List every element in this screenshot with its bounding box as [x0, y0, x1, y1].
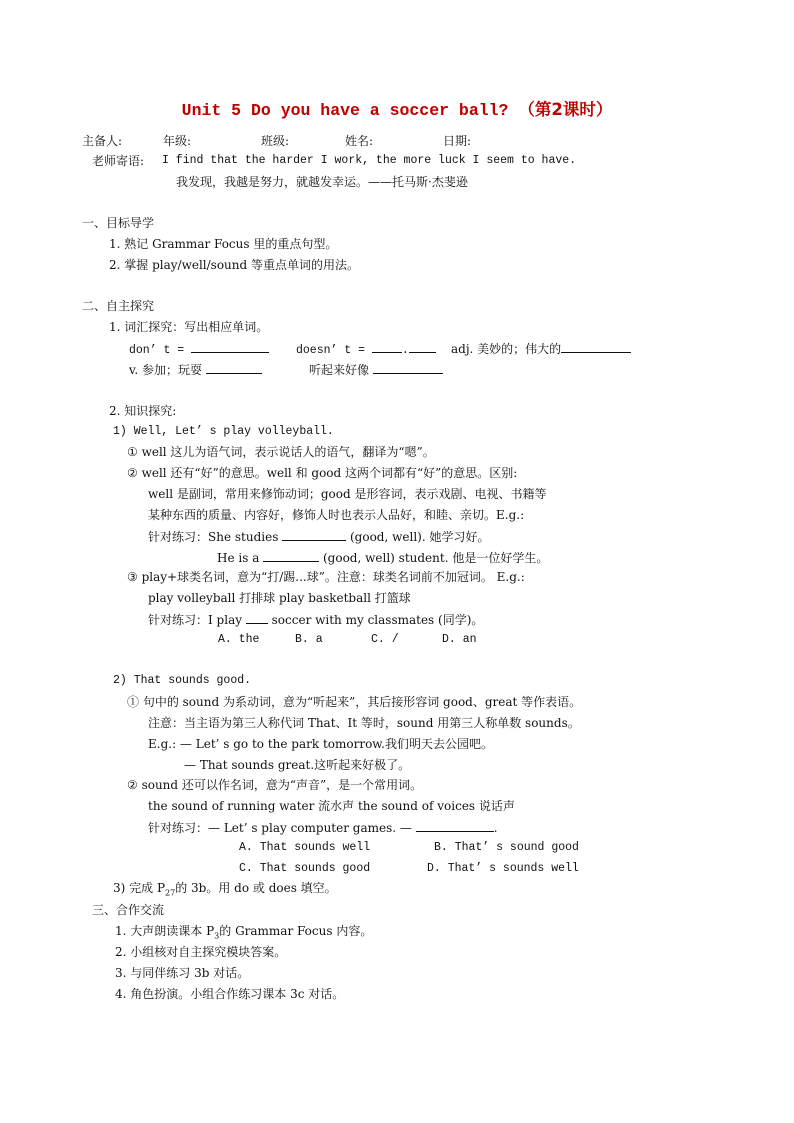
coop-item-3: 3. 与同伴练习 3b 对话。 — [115, 966, 250, 980]
blank-dont[interactable] — [191, 340, 269, 353]
title-main: Unit 5 Do you have a soccer ball? — [181, 101, 509, 120]
option-d: D. an — [442, 633, 477, 646]
point2-note1-b: 注意：当主语为第三人称代词 That、It 等时，sound 用第三人称单数 sounds。 — [148, 716, 580, 730]
page-title — [0, 99, 794, 122]
vocab-sound: 听起来好像 — [309, 361, 443, 378]
blank-studies[interactable] — [282, 528, 346, 541]
point2-note1: ① 句中的 sound 为系动词，意为“听起来”，其后接形容词 good、great 等作表语。 — [127, 695, 582, 709]
option-b: B. a — [295, 633, 323, 646]
blank-reply[interactable] — [416, 819, 494, 832]
field-name: 姓名: — [345, 134, 374, 148]
vocab-dont: don’ t = — [129, 340, 269, 359]
field-class: 班级: — [261, 134, 290, 148]
option2-b: B. That’ s sound good — [434, 841, 579, 854]
point3-task: 3) 完成 $P_{27}$的 3b。用 do 或 does 填空。 — [113, 881, 337, 898]
vocab-great: adj. 美妙的；伟大的 — [451, 340, 631, 357]
option2-d: D. That’ s sounds well — [427, 862, 579, 875]
point2-note2-b: the sound of running water 流水声 the sound of voices 说话声 — [148, 799, 515, 813]
option2-a: A. That sounds well — [239, 841, 371, 854]
field-grade: 年级: — [163, 134, 192, 148]
point1-note2-b: well 是副词，常用来修饰动词；good 是形容词，表示戏剧、电视、书籍等 — [148, 487, 547, 501]
exercise-play-soccer: 针对练习：I play soccer with my classmates (同学)。 — [148, 613, 484, 627]
point1-note3: ③ play+球类名词，意为“打/踢...球”。注意：球类名词前不加冠词。 E.g.: — [127, 570, 525, 584]
point1-note2-c: 某种东西的质量、内容好，修饰人时也表示人品好，和睦、亲切。E.g.: — [148, 508, 525, 522]
coop-item-2: 2. 小组核对自主探究模块答案。 — [115, 945, 287, 959]
exercise-student: He is a (good, well) student. 他是一位好学生。 — [217, 551, 549, 565]
knowledge-title: 2. 知识探究: — [109, 404, 177, 418]
vocab-title: 1. 词汇探究：写出相应单词。 — [109, 320, 269, 334]
field-preparer: 主备人: — [82, 134, 123, 148]
blank-student[interactable] — [263, 549, 319, 562]
goal-item-1: 1. 熟记 Grammar Focus 里的重点句型。 — [109, 237, 338, 251]
blank-play[interactable] — [206, 361, 262, 374]
title-lesson: （第2课时） — [518, 100, 613, 119]
motto-english: I find that the harder I work, the more luck I seem to have. — [162, 154, 577, 167]
motto-label: 老师寄语: — [92, 154, 145, 168]
section2-heading: 二、自主探究 — [82, 299, 155, 313]
section3-heading: 三、合作交流 — [92, 903, 165, 917]
option-a: A. the — [218, 633, 260, 646]
option2-c: C. That sounds good — [239, 862, 371, 875]
point1-note2-a: ② well 还有“好”的意思。well 和 good 这两个词都有“好”的意思。区别: — [127, 466, 518, 480]
exercise-computer-games: 针对练习：— Let’ s play computer games. — . — [148, 821, 498, 835]
coop-item-4: 4. 角色扮演。小组合作练习课本 3c 对话。 — [115, 987, 345, 1001]
point1-examples: play volleyball 打排球 play basketball 打篮球 — [148, 591, 411, 605]
motto-chinese: 我发现，我越是努力，就越发幸运。——托马斯·杰斐逊 — [176, 175, 468, 189]
blank-great[interactable] — [561, 340, 631, 353]
goal-item-2: 2. 掌握 play/well/sound 等重点单词的用法。 — [109, 258, 360, 272]
option-c: C. / — [371, 633, 399, 646]
vocab-play: v. 参加；玩耍 — [129, 361, 262, 378]
point1-note1: ① well 这儿为语气词，表示说话人的语气，翻译为“嗯”。 — [127, 445, 435, 459]
field-date: 日期: — [443, 134, 472, 148]
blank-sound[interactable] — [373, 361, 443, 374]
point2-note2: ② sound 还可以作名词，意为“声音”，是一个常用词。 — [127, 778, 423, 792]
coop-item-1: 1. 大声朗读课本 $P_3$的 Grammar Focus 内容。 — [115, 924, 373, 941]
point2-example1: E.g.: — Let’ s go to the park tomorrow.我们明天去公园吧。 — [148, 737, 493, 751]
exercise-studies: 针对练习：She studies (good, well). 她学习好。 — [148, 530, 490, 544]
point2-example2: — That sounds great.这听起来好极了。 — [184, 758, 411, 772]
vocab-doesnt: doesn’ t = . — [296, 340, 436, 359]
point1-heading: 1) Well, Let’ s play volleyball. — [113, 425, 334, 438]
section1-heading: 一、目标导学 — [82, 216, 155, 230]
blank-doesnt-b[interactable] — [409, 340, 436, 353]
blank-doesnt-a[interactable] — [372, 340, 402, 353]
point2-heading: 2) That sounds good. — [113, 674, 252, 687]
blank-article[interactable] — [246, 611, 268, 624]
